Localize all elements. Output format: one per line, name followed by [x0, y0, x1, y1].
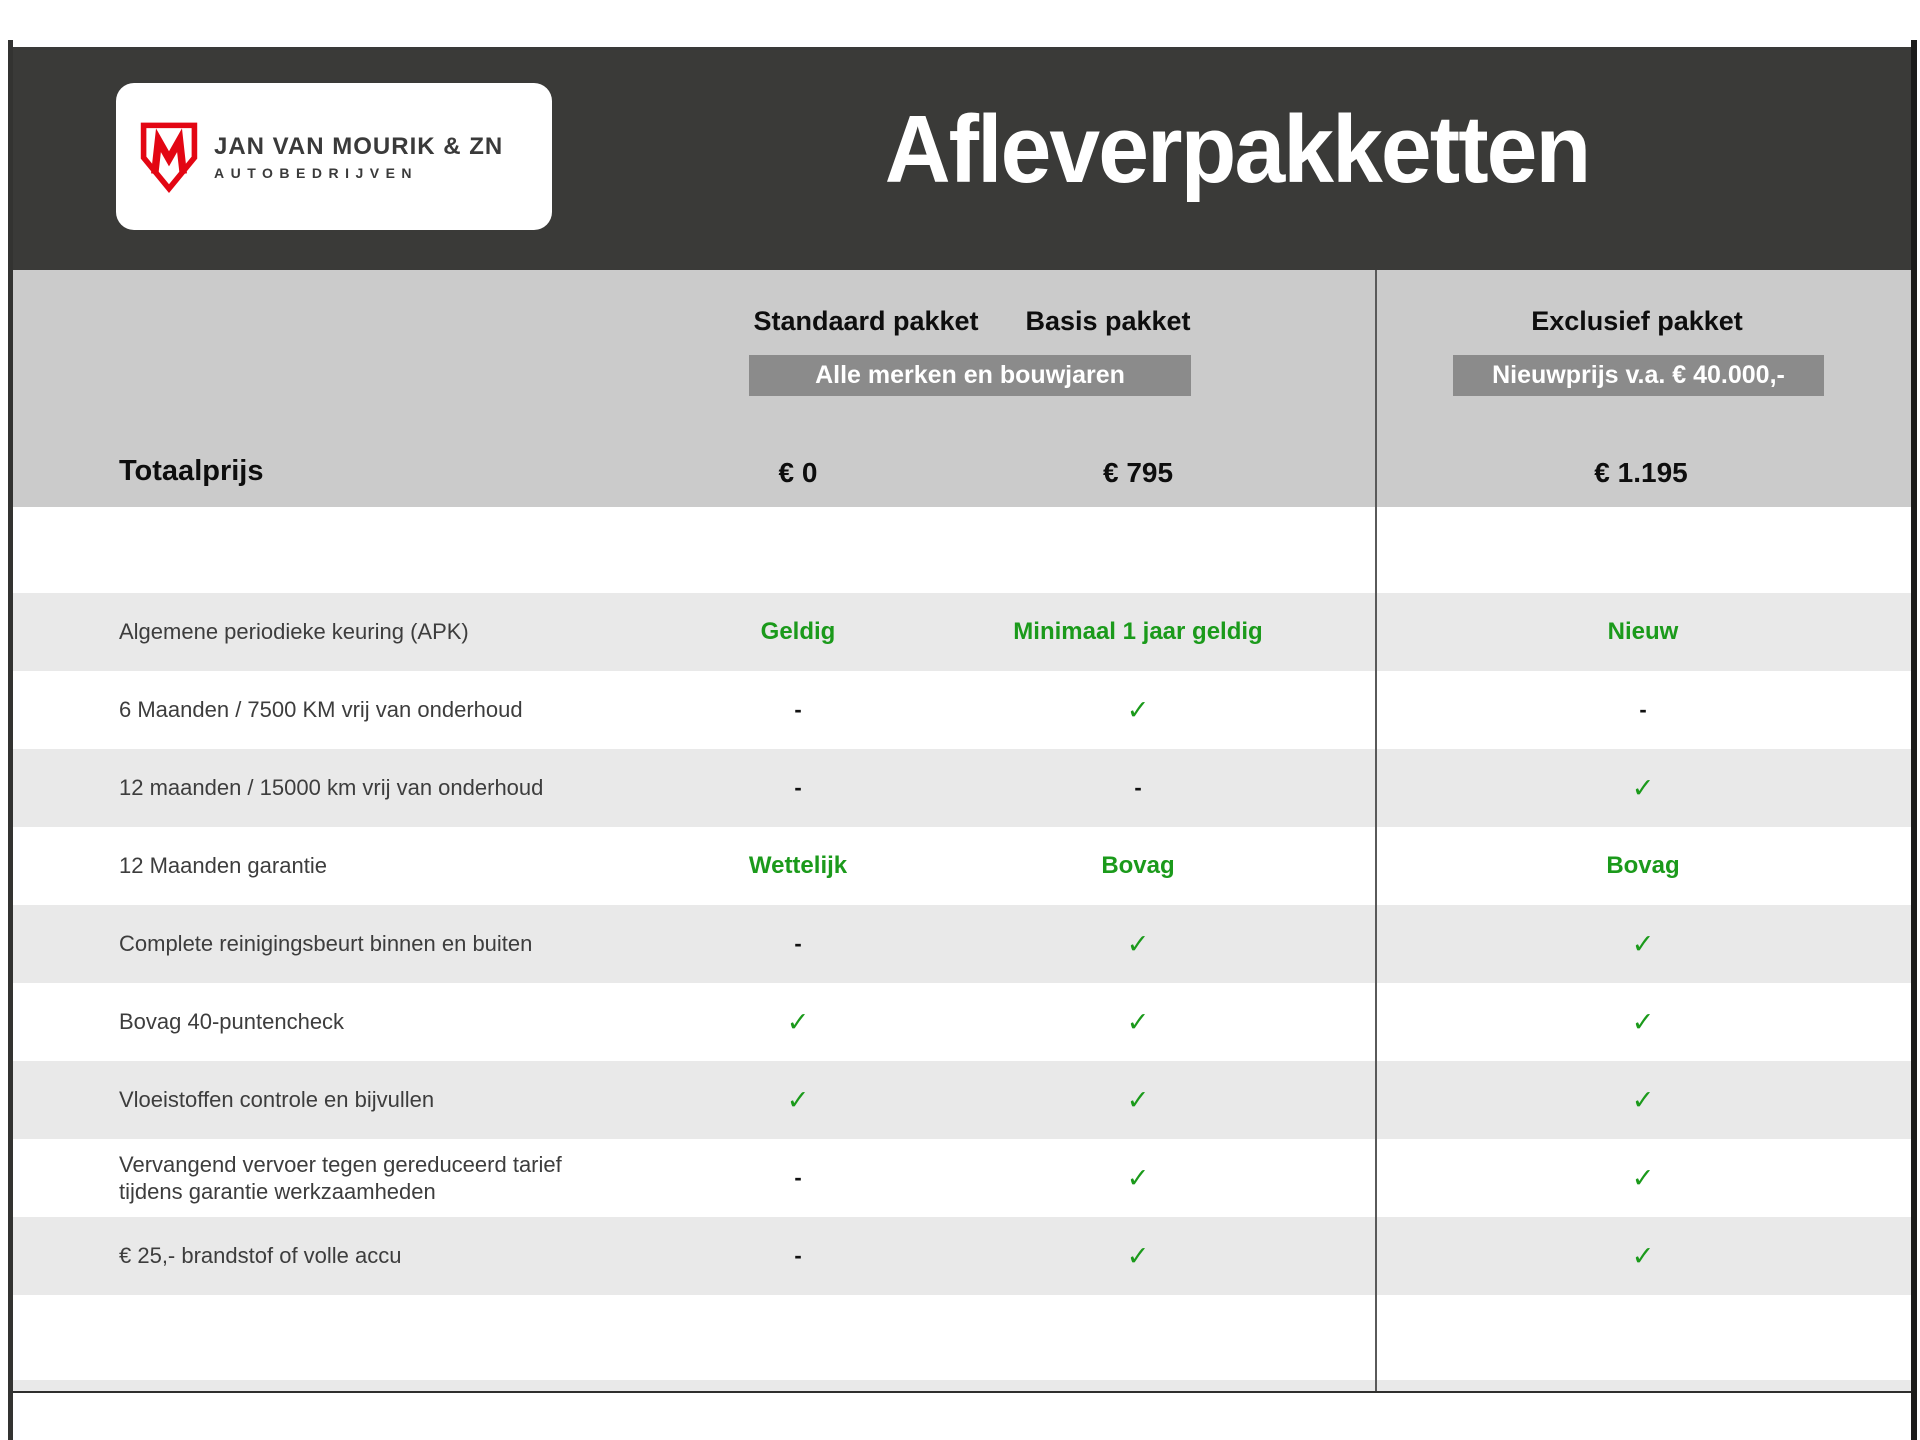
total-price-standaard: € 0 — [778, 457, 818, 488]
feature-label: Bovag 40-puntencheck — [119, 1009, 345, 1035]
check-icon: ✓ — [1126, 1006, 1150, 1038]
feature-label: 12 maanden / 15000 km vrij van onderhoud — [119, 775, 544, 801]
brand-text-block — [214, 133, 503, 181]
page-frame-right — [1911, 40, 1917, 1440]
check-icon: ✓ — [1631, 1084, 1655, 1116]
check-icon: ✓ — [1631, 1162, 1655, 1194]
exclusief-column-divider — [1375, 270, 1377, 1391]
feature-cell-basis — [1013, 1241, 1263, 1272]
page-title: Afleverpakketten — [884, 96, 1590, 203]
feature-value-text: Geldig — [760, 618, 836, 645]
feature-cell-basis — [1013, 695, 1263, 726]
check-icon: ✓ — [1126, 928, 1150, 960]
table-bottom-spacer — [13, 1295, 1911, 1380]
feature-row — [13, 983, 1911, 1061]
feature-value-text: Nieuw — [1607, 618, 1679, 645]
feature-label: € 25,- brandstof of volle accu — [119, 1243, 402, 1269]
total-price-exclusief: € 1.195 — [1594, 457, 1688, 488]
feature-row — [13, 749, 1911, 827]
check-icon: ✓ — [1631, 772, 1655, 804]
check-icon: ✓ — [786, 1006, 810, 1038]
feature-value-text: Bovag — [1101, 852, 1175, 879]
feature-row — [13, 1139, 1911, 1217]
feature-cell-standaard — [583, 775, 1013, 801]
feature-cell-exclusief — [1375, 773, 1911, 804]
feature-cell-standaard — [583, 1165, 1013, 1191]
feature-cell-standaard — [583, 618, 1013, 646]
brand-name: JAN VAN MOURIK & ZN — [214, 132, 504, 160]
package-header-band — [13, 270, 1911, 507]
feature-row — [13, 905, 1911, 983]
table-bottom-border — [13, 1391, 1911, 1393]
feature-label: 6 Maanden / 7500 KM vrij van onderhoud — [119, 697, 523, 723]
dash-mark: - — [794, 1243, 802, 1268]
dash-mark: - — [794, 1165, 802, 1190]
column-header-exclusief: Exclusief pakket — [1531, 306, 1743, 336]
feature-cell-basis — [1013, 1085, 1263, 1116]
top-header-bar — [13, 47, 1911, 270]
feature-cell-basis — [1013, 852, 1263, 880]
feature-label: 12 Maanden garantie — [119, 853, 327, 879]
badge-nieuwprijs: Nieuwprijs v.a. € 40.000,- — [1453, 355, 1824, 396]
feature-cell-basis — [1013, 775, 1263, 801]
feature-cell-standaard — [583, 1085, 1013, 1116]
feature-cell-standaard — [583, 1243, 1013, 1269]
feature-row — [13, 827, 1911, 905]
dash-mark: - — [794, 697, 802, 722]
feature-cell-exclusief — [1375, 1241, 1911, 1272]
feature-cell-standaard — [583, 852, 1013, 880]
total-price-basis: € 795 — [1102, 457, 1174, 488]
feature-value-text: Wettelijk — [748, 852, 848, 879]
dash-mark: - — [794, 775, 802, 800]
feature-cell-exclusief — [1375, 852, 1911, 880]
feature-row — [13, 593, 1911, 671]
feature-cell-basis — [1013, 1163, 1263, 1194]
feature-cell-standaard — [583, 931, 1013, 957]
check-icon: ✓ — [786, 1084, 810, 1116]
header-table-gap — [13, 507, 1911, 593]
brand-shield-icon — [138, 119, 200, 195]
check-icon: ✓ — [1126, 1162, 1150, 1194]
feature-cell-exclusief — [1375, 1007, 1911, 1038]
brand-logo-card — [116, 83, 552, 230]
afleverpakketten-sheet — [13, 47, 1911, 1393]
column-header-standaard: Standaard pakket — [753, 306, 979, 336]
feature-cell-basis — [1013, 618, 1263, 646]
check-icon: ✓ — [1631, 1240, 1655, 1272]
feature-row — [13, 1061, 1911, 1139]
check-icon: ✓ — [1126, 1240, 1150, 1272]
feature-cell-exclusief — [1375, 618, 1911, 646]
feature-cell-exclusief — [1375, 1163, 1911, 1194]
feature-table — [13, 593, 1911, 1295]
feature-label: Vloeistoffen controle en bijvullen — [119, 1087, 435, 1113]
check-icon: ✓ — [1631, 1006, 1655, 1038]
dash-mark: - — [1639, 697, 1647, 722]
total-price-label: Totaalprijs — [119, 455, 264, 487]
feature-label: Vervangend vervoer tegen gereduceerd tarief tijdens garantie werkzaamheden — [119, 1151, 562, 1204]
feature-row — [13, 1217, 1911, 1295]
feature-value-text: Bovag — [1606, 852, 1680, 879]
feature-label: Algemene periodieke keuring (APK) — [119, 619, 469, 645]
badge-alle-merken: Alle merken en bouwjaren — [749, 355, 1191, 396]
feature-cell-exclusief — [1375, 1085, 1911, 1116]
feature-cell-standaard — [583, 697, 1013, 723]
check-icon: ✓ — [1631, 928, 1655, 960]
feature-cell-exclusief — [1375, 929, 1911, 960]
feature-cell-exclusief — [1375, 697, 1911, 723]
table-tail-strip — [13, 1380, 1911, 1391]
dash-mark: - — [1134, 775, 1142, 800]
feature-cell-basis — [1013, 929, 1263, 960]
brand-subtitle: AUTOBEDRIJVEN — [214, 164, 419, 181]
feature-value-text: Minimaal 1 jaar geldig — [1013, 618, 1263, 645]
check-icon: ✓ — [1126, 694, 1150, 726]
feature-row — [13, 671, 1911, 749]
check-icon: ✓ — [1126, 1084, 1150, 1116]
column-header-basis: Basis pakket — [1025, 306, 1191, 336]
feature-cell-standaard — [583, 1007, 1013, 1038]
dash-mark: - — [794, 931, 802, 956]
feature-cell-basis — [1013, 1007, 1263, 1038]
feature-label: Complete reinigingsbeurt binnen en buiten — [119, 931, 533, 957]
